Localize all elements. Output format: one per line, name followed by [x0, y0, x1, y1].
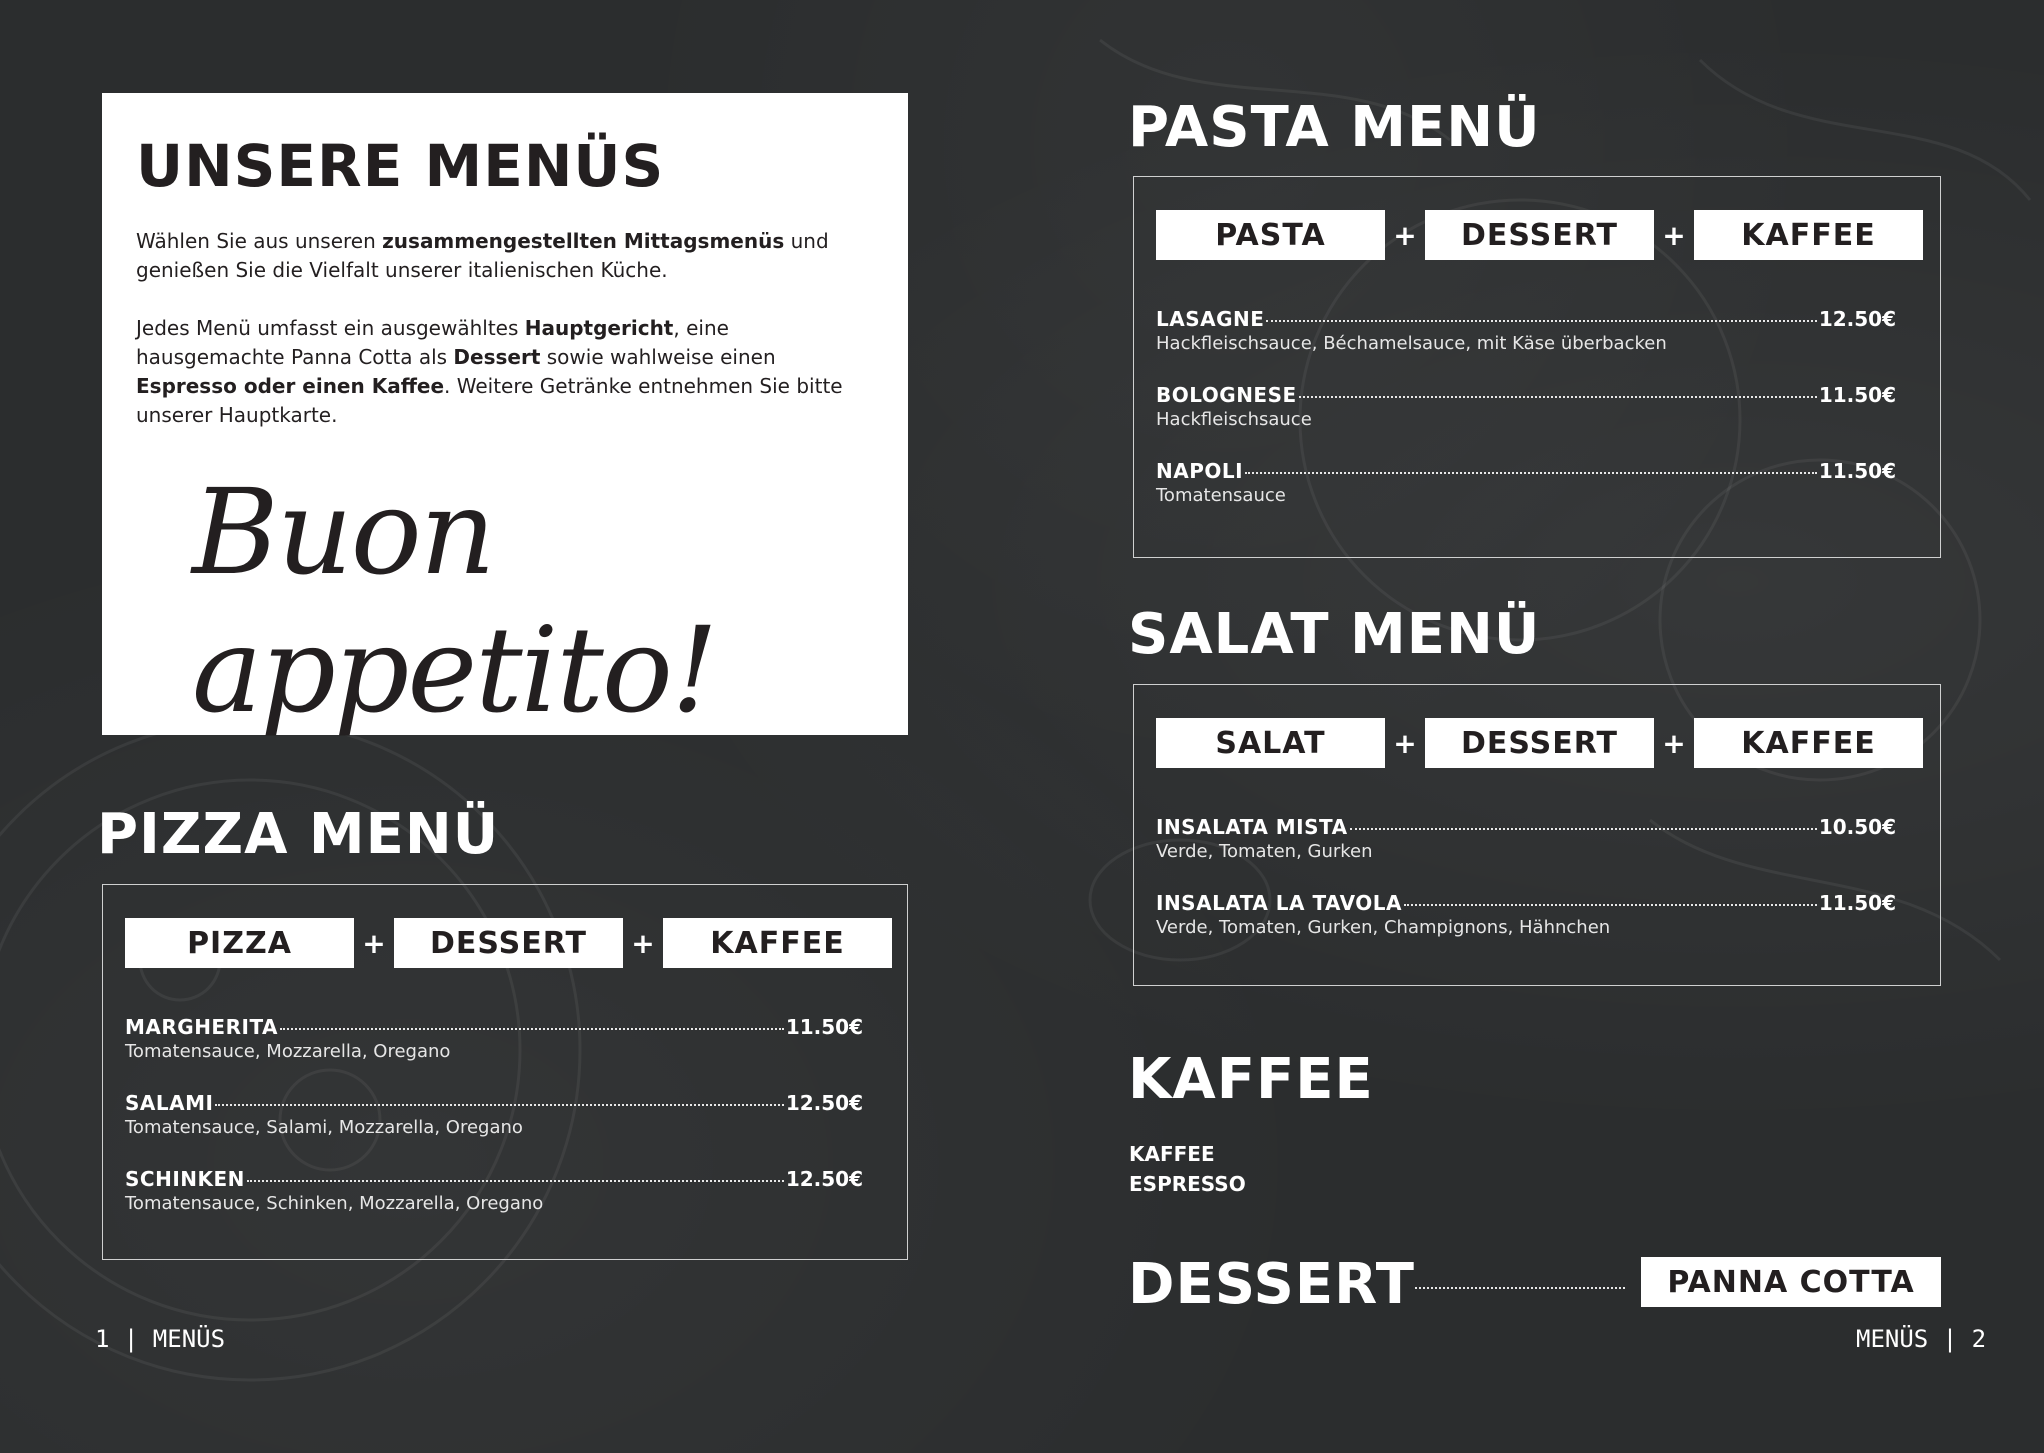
salat-combo-row: [1156, 718, 1923, 768]
kaffee-item: ESPRESSO: [1129, 1172, 1246, 1196]
salat-menu-box: [1133, 684, 1941, 986]
item-description: Tomatensauce, Schinken, Mozzarella, Oregano: [125, 1193, 544, 1214]
item-name: LASAGNE: [1156, 307, 1265, 331]
dot-leader: [1266, 320, 1816, 322]
menu-item: [1156, 459, 1896, 507]
combo-pill-dessert: DESSERT: [1425, 210, 1654, 260]
pasta-menu-box: [1133, 176, 1941, 558]
buon-appetito-script: Buon appetito!: [192, 463, 717, 739]
kaffee-item: KAFFEE: [1129, 1142, 1215, 1166]
dot-leader: [1299, 396, 1817, 398]
pizza-menu-title: PIZZA MENÜ: [97, 802, 500, 867]
salat-items: [1156, 815, 1896, 967]
pizza-combo-row: [125, 918, 892, 968]
plus-icon: +: [631, 926, 655, 960]
dot-leader: [215, 1104, 783, 1106]
intro-text: und genießen Sie die Vielfalt unserer italienischen Küche.: [136, 229, 829, 282]
menu-item: [1156, 383, 1896, 431]
combo-pill-coffee: KAFFEE: [1694, 210, 1923, 260]
item-price: 11.50€: [1818, 383, 1896, 407]
intro-bold-text: zusammengestellten Mittagsmenüs: [382, 229, 785, 253]
plus-icon: +: [1393, 218, 1417, 252]
kaffee-title: KAFFEE: [1128, 1047, 1374, 1112]
item-description: Tomatensauce: [1156, 485, 1286, 506]
intro-text: , eine hausgemachte Panna Cotta als: [136, 316, 729, 369]
intro-text: Jedes Menü umfasst ein ausgewähltes: [136, 316, 525, 340]
salat-menu-title: SALAT MENÜ: [1128, 602, 1541, 667]
item-name: BOLOGNESE: [1156, 383, 1297, 407]
plus-icon: +: [1662, 218, 1686, 252]
menu-item: [1156, 891, 1896, 939]
item-description: Verde, Tomaten, Gurken: [1156, 841, 1373, 862]
dot-leader: [1350, 828, 1817, 830]
item-price: 12.50€: [1818, 307, 1896, 331]
pasta-menu-title: PASTA MENÜ: [1128, 95, 1541, 160]
intro-bold-text: Hauptgericht: [524, 316, 674, 340]
dot-leader: [247, 1180, 784, 1182]
combo-pill-coffee: KAFFEE: [1694, 718, 1923, 768]
item-description: Tomatensauce, Mozzarella, Oregano: [125, 1041, 451, 1062]
combo-pill-coffee: KAFFEE: [663, 918, 892, 968]
dot-leader: [280, 1028, 784, 1030]
intro-text: sowie wahlweise einen: [540, 345, 776, 369]
item-price: 10.50€: [1818, 815, 1896, 839]
item-name: INSALATA LA TAVOLA: [1156, 891, 1403, 915]
intro-text: . Weitere Getränke entnehmen Sie bitte unserer Hauptkarte.: [136, 374, 843, 427]
intro-bold-text: Espresso oder einen Kaffee: [136, 374, 445, 398]
combo-pill-main: PASTA: [1156, 210, 1385, 260]
item-description: Hackfleischsauce: [1156, 409, 1312, 430]
intro-title: UNSERE MENÜS: [136, 132, 665, 200]
item-description: Tomatensauce, Salami, Mozzarella, Oregano: [125, 1117, 523, 1138]
dot-leader: [1404, 904, 1817, 906]
plus-icon: +: [362, 926, 386, 960]
menu-item: [125, 1167, 863, 1215]
combo-pill-main: PIZZA: [125, 918, 354, 968]
pizza-menu-box: [102, 884, 908, 1260]
kaffee-list: [1129, 1139, 1246, 1199]
combo-pill-main: SALAT: [1156, 718, 1385, 768]
menu-item: [1156, 815, 1896, 863]
item-name: SALAMI: [125, 1091, 214, 1115]
page-number-left: 1 | MENÜS: [95, 1325, 226, 1353]
intro-paragraph-1: [136, 227, 874, 285]
item-price: 11.50€: [1818, 459, 1896, 483]
item-name: MARGHERITA: [125, 1015, 279, 1039]
page-number-right: MENÜS | 2: [1856, 1325, 1987, 1353]
item-price: 11.50€: [785, 1015, 863, 1039]
menu-item: [1156, 307, 1896, 355]
pasta-combo-row: [1156, 210, 1923, 260]
menu-item: [125, 1015, 863, 1063]
item-price: 11.50€: [1818, 891, 1896, 915]
item-price: 12.50€: [785, 1091, 863, 1115]
combo-pill-dessert: DESSERT: [1425, 718, 1654, 768]
dot-leader: [1415, 1287, 1625, 1289]
pizza-items: [125, 1015, 863, 1243]
intro-paragraph-2: [136, 314, 874, 430]
dessert-pill: PANNA COTTA: [1641, 1257, 1941, 1307]
item-name: SCHINKEN: [125, 1167, 245, 1191]
intro-card: [102, 93, 908, 739]
combo-pill-dessert: DESSERT: [394, 918, 623, 968]
item-description: Hackfleischsauce, Béchamelsauce, mit Käse überbacken: [1156, 333, 1667, 354]
plus-icon: +: [1662, 726, 1686, 760]
plus-icon: +: [1393, 726, 1417, 760]
pasta-items: [1156, 307, 1896, 535]
dot-leader: [1245, 472, 1817, 474]
item-description: Verde, Tomaten, Gurken, Champignons, Hähnchen: [1156, 917, 1611, 938]
item-name: INSALATA MISTA: [1156, 815, 1348, 839]
intro-bold-text: Dessert: [453, 345, 541, 369]
intro-text: Wählen Sie aus unseren: [136, 229, 383, 253]
item-price: 12.50€: [785, 1167, 863, 1191]
dessert-title: DESSERT: [1128, 1252, 1415, 1317]
menu-item: [125, 1091, 863, 1139]
item-name: NAPOLI: [1156, 459, 1244, 483]
